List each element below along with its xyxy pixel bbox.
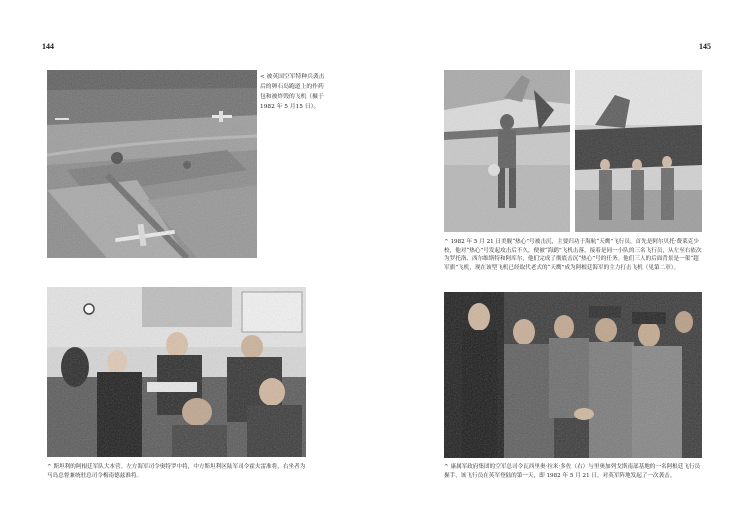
caption-jets xyxy=(444,238,702,272)
photo-handshake xyxy=(444,292,702,458)
photo-pilot-with-jet xyxy=(444,70,570,232)
caption-jets-text: 1982 年 5 月 21 日美舰“热心”号被击沉，主要归功于海航“天鹰”飞行员，首先是阿尔贝托·费莱克少校，他对“热心”号发起攻击后不久，便被“海鹞”飞机击落，接着是同一小队的三名飞行员，从左至右依次为罗托洛、西尔维斯特和阿库尔，他们完成了彻底击沉“热心”号的任务。他们三人的后面背景是一架“超军旗”飞机，现在该型飞机已经取代老式的“天鹰”成为阿根廷海军的主力打击飞机（见第二章）。 xyxy=(444,239,702,271)
photo-three-pilots xyxy=(575,70,702,232)
caption-arrow-icon: < xyxy=(260,74,265,80)
caption-airfield-text: 被英国空军特种兵袭击后的卵石岛跑道上的作药包和被炸毁的飞机（摄于 1982 年 5 月15 日）。 xyxy=(260,74,325,110)
caption-arrow-icon: ^ xyxy=(444,239,449,245)
caption-handshake xyxy=(444,463,702,480)
photo-airfield-aerial xyxy=(47,70,257,258)
photo-staff-headquarters xyxy=(47,287,306,457)
caption-arrow-icon: ^ xyxy=(47,464,52,470)
page-number-right: 145 xyxy=(699,42,711,51)
caption-staff-text: 斯坦利的阿根廷军队大本营。左方海军司令奥特罗中将，中方斯坦利区陆军司令霍夫雷准将，右坐者为马岛总督兼统驻总司令梅南德兹准将。 xyxy=(47,464,306,479)
caption-handshake-text: 康属军政府集团的空军总司令瓦西里奥·拉米·多佐（右）与里奥加列戈斯南部基地的一名阿根廷飞行员握手，该飞行员在英军登陆的第一天，即 1982 年 5 月 21 日，对英军阵地发起了一次袭击。 xyxy=(444,464,701,479)
page-number-left: 144 xyxy=(42,42,54,51)
caption-airfield xyxy=(260,72,328,112)
caption-arrow-icon: ^ xyxy=(444,464,449,470)
caption-staff xyxy=(47,463,309,480)
